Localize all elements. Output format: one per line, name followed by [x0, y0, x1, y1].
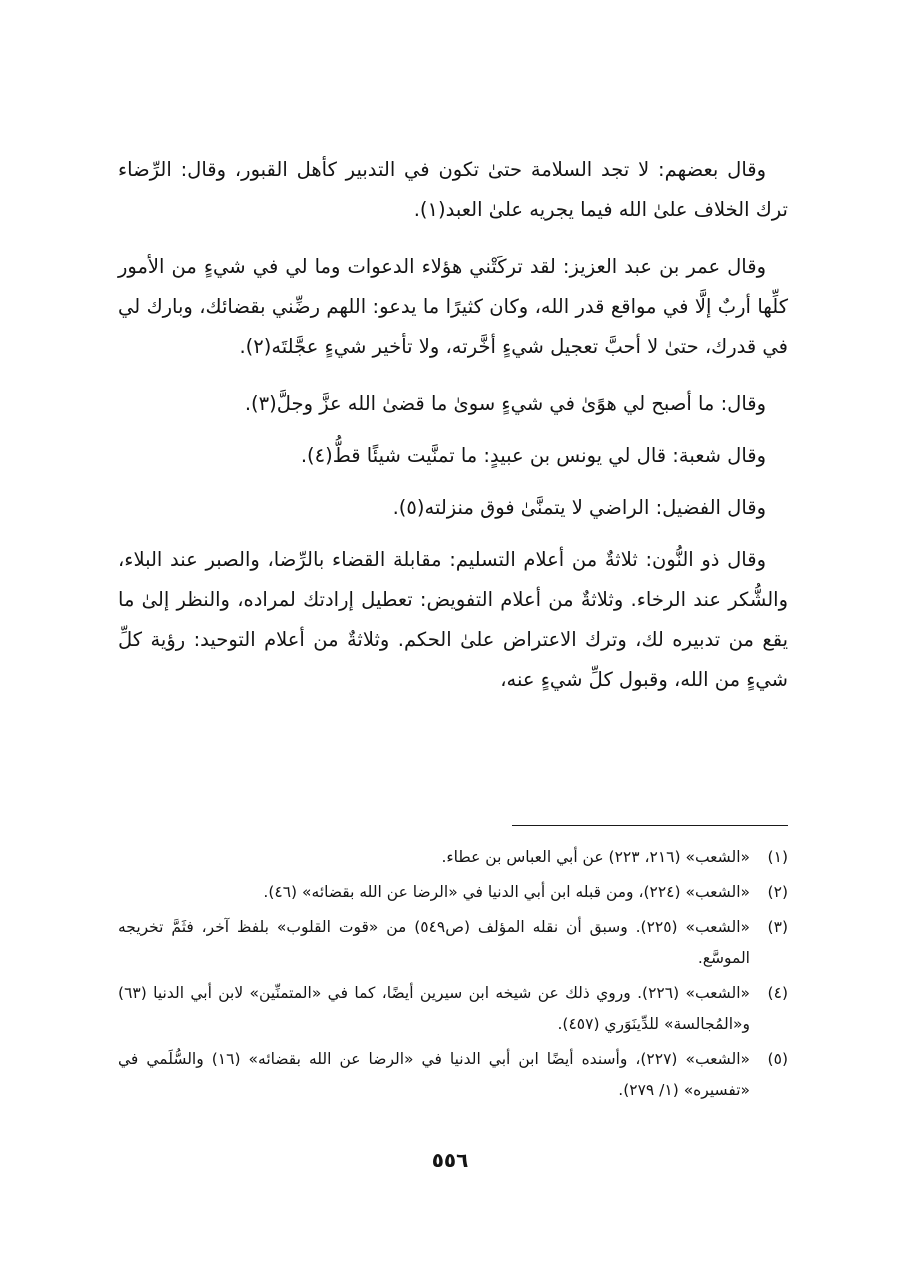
footnote-3	[118, 912, 788, 974]
footnote-number: (٤)	[767, 984, 788, 1002]
paragraph-4: وقال شعبة: قال لي يونس بن عبيدٍ: ما تمنَّيت شيئًا قطُّ(٤).	[300, 444, 766, 467]
footnote-text: «الشعب» (٢٢٤)، ومن قبله ابن أبي الدنيا في «الرضا عن الله بقضائه» (٤٦).	[263, 883, 750, 901]
page-number: ٥٥٦	[431, 1148, 469, 1172]
footnote-5	[118, 1044, 788, 1106]
paragraph-3: وقال: ما أصبح لي هوًىٰ في شيءٍ سوىٰ ما قضىٰ الله عزَّ وجلَّ(٣).	[244, 392, 766, 415]
paragraph-2: وقال عمر بن عبد العزيز: لقد تركَتْني هؤلاء الدعوات وما لي في شيءٍ من الأمور كلِّها أربٌ إلَّا في مواقع قدر الله، وكان كثيرًا ما يدعو: اللهم رضِّني بقضائك، وبارك لي في قدرك، حتىٰ لا أحبَّ تعجيل شيءٍ أخَّرته، ولا تأخير شيءٍ عجَّلتَه(٢).	[118, 255, 788, 358]
footnote-text: «الشعب» (٢٢٥). وسبق أن نقله المؤلف (ص٥٤٩) من «قوت القلوب» بلفظ آخر، فثَمَّ تخريجه الموسَّع.	[118, 918, 750, 967]
footnote-number: (٣)	[767, 918, 788, 936]
footnote-1	[118, 842, 788, 873]
footnote-text: «الشعب» (٢١٦، ٢٢٣) عن أبي العباس بن عطاء.	[441, 848, 750, 866]
footnote-number: (٥)	[767, 1050, 788, 1068]
main-text	[118, 150, 788, 717]
footnote-number: (٢)	[767, 883, 788, 901]
paragraph-6: وقال ذو النُّون: ثلاثةٌ من أعلام التسليم: مقابلة القضاء بالرِّضا، والصبر عند البلاء، والشُّكر عند الرخاء. وثلاثةٌ من أعلام التفويض: تعطيل إرادتك لمراده، والنظر إلىٰ ما يقع من تدبيره لك، وترك الاعتراض علىٰ الحكم. وثلاثةٌ من أعلام التوحيد: رؤية كلِّ شيءٍ من الله، وقبول كلِّ شيءٍ عنه،	[118, 548, 788, 691]
footnote-number: (١)	[767, 848, 788, 866]
footnote-text: «الشعب» (٢٢٧)، وأسنده أيضًا ابن أبي الدنيا في «الرضا عن الله بقضائه» (١٦) والسُّلَمي في «تفسيره» (١/ ٢٧٩).	[118, 1050, 751, 1099]
paragraph-5: وقال الفضيل: الراضي لا يتمنَّىٰ فوق منزلته(٥).	[392, 496, 766, 519]
footnote-2	[118, 877, 788, 908]
paragraph-1: وقال بعضهم: لا تجد السلامة حتىٰ تكون في التدبير كأهل القبور، وقال: الرِّضاء ترك الخلاف علىٰ الله فيما يجريه علىٰ العبد(١).	[118, 158, 788, 221]
footnotes	[118, 842, 788, 1110]
footnote-text: «الشعب» (٢٢٦). وروي ذلك عن شيخه ابن سيرين أيضًا، كما في «المتمنِّين» لابن أبي الدنيا (٦٣) و«المُجالسة» للدِّينَوَري (٤٥٧).	[118, 984, 750, 1033]
footnote-separator	[512, 825, 788, 826]
footnote-4	[118, 978, 788, 1040]
